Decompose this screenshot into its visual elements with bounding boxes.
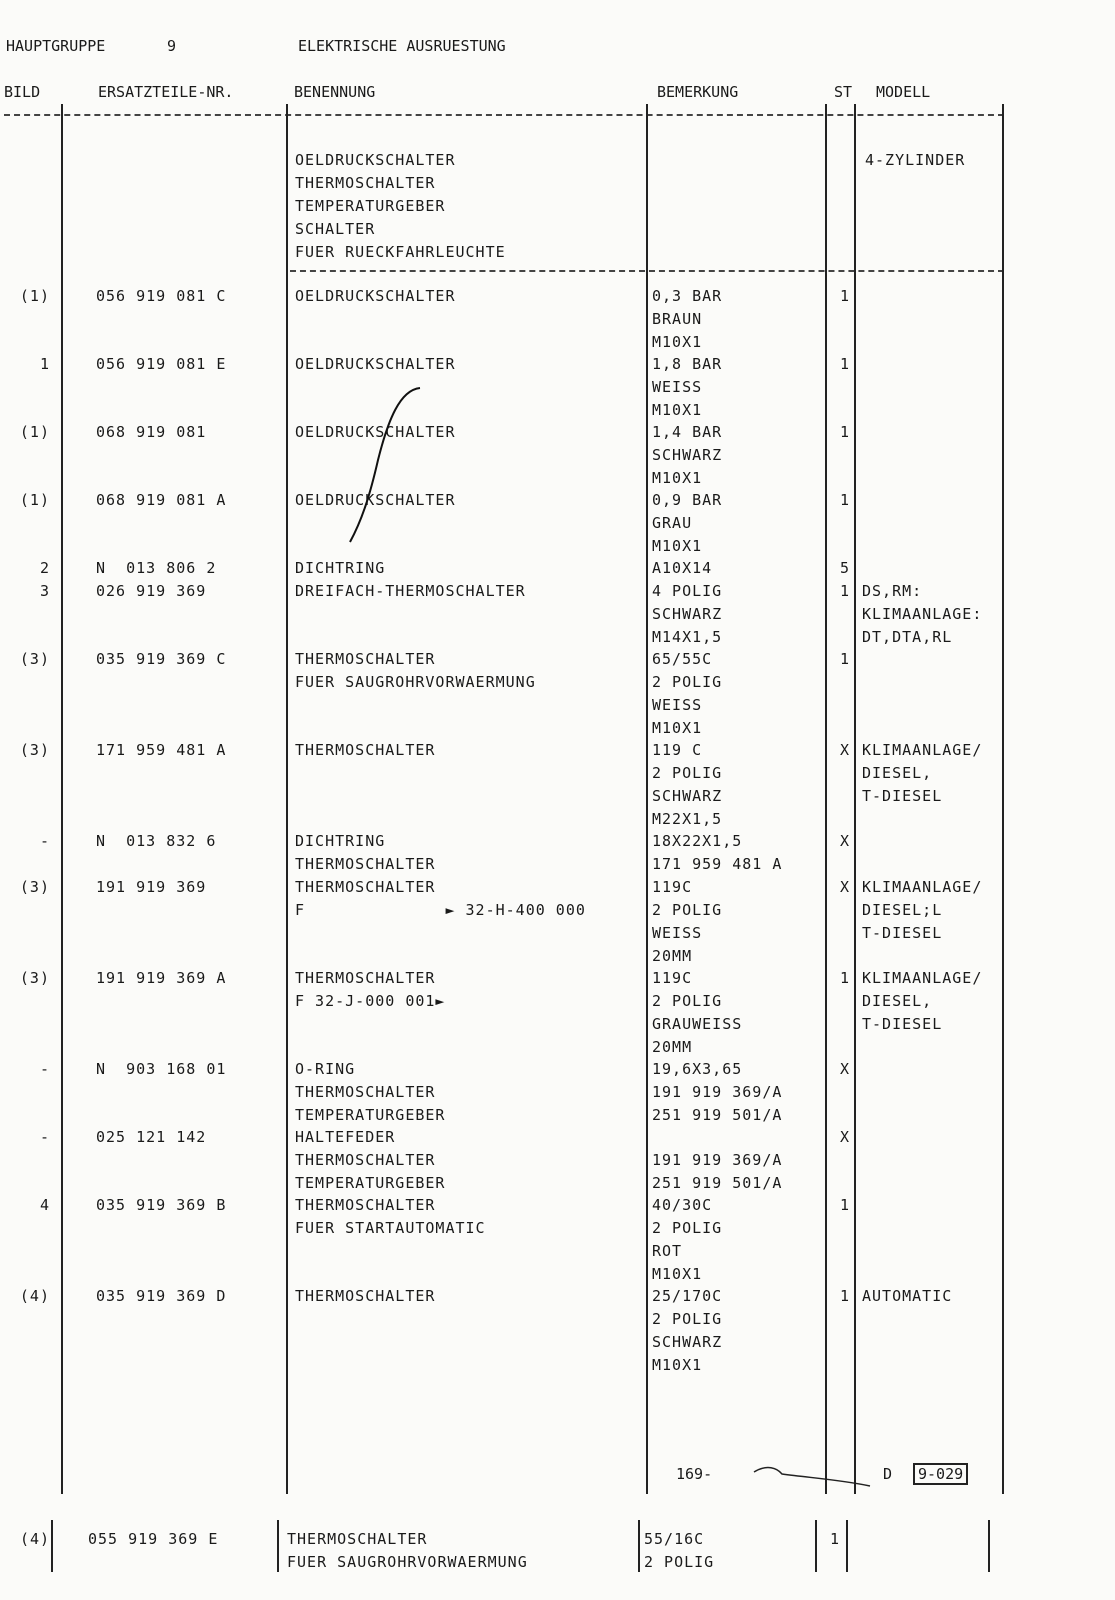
name-cell: THERMOSCHALTER bbox=[295, 855, 436, 873]
part-number-cell: N 013 832 6 bbox=[96, 832, 217, 850]
model-cell: DIESEL;L bbox=[862, 901, 943, 919]
part-number-cell: 068 919 081 A bbox=[96, 491, 227, 509]
remark-cell: 4 POLIG bbox=[652, 582, 723, 600]
name-cell: OELDRUCKSCHALTER bbox=[295, 355, 456, 373]
code-prefix: D bbox=[883, 1465, 893, 1483]
name-cell: THERMOSCHALTER bbox=[295, 1151, 436, 1169]
col-header-qty: ST bbox=[834, 83, 853, 101]
remark-cell: M10X1 bbox=[652, 469, 703, 487]
qty-cell: X bbox=[839, 1128, 850, 1146]
remark-cell: 191 919 369/A bbox=[652, 1151, 783, 1169]
remark-cell: 2 POLIG bbox=[652, 1310, 723, 1328]
remark-cell: M10X1 bbox=[652, 1265, 703, 1283]
bild-cell: (1) bbox=[19, 287, 50, 305]
remark-cell: WEISS bbox=[652, 924, 703, 942]
page-code-stamp: 9-029 bbox=[913, 1463, 968, 1485]
bild-cell: (1) bbox=[19, 491, 50, 509]
column-divider bbox=[815, 1520, 817, 1572]
qty-cell: 1 bbox=[839, 1196, 850, 1214]
bild-cell: (3) bbox=[19, 741, 50, 759]
remark-cell: SCHWARZ bbox=[652, 446, 723, 464]
column-divider bbox=[286, 104, 288, 1494]
name-cell: FUER SAUGROHRVORWAERMUNG bbox=[295, 673, 536, 691]
qty-cell: 1 bbox=[839, 287, 850, 305]
name-cell: OELDRUCKSCHALTER bbox=[295, 491, 456, 509]
remark-cell: 20MM bbox=[652, 947, 693, 965]
bild-cell: (1) bbox=[19, 423, 50, 441]
remark-cell: M22X1,5 bbox=[652, 810, 723, 828]
name-cell: FUER STARTAUTOMATIC bbox=[295, 1219, 486, 1237]
remark-cell: M14X1,5 bbox=[652, 628, 723, 646]
remark-cell: 2 POLIG bbox=[652, 673, 723, 691]
part-number-cell: N 013 806 2 bbox=[96, 559, 217, 577]
part-number-cell: 191 919 369 bbox=[96, 878, 207, 896]
remark-cell: 2 POLIG bbox=[652, 1219, 723, 1237]
model-cell: DIESEL, bbox=[862, 992, 933, 1010]
bild-cell: (3) bbox=[19, 878, 50, 896]
page-title: ELEKTRISCHE AUSRUESTUNG bbox=[298, 37, 506, 55]
remark-cell: 2 POLIG bbox=[644, 1553, 715, 1571]
remark-cell: M10X1 bbox=[652, 401, 703, 419]
qty-cell: 1 bbox=[839, 355, 850, 373]
bild-cell: 1 bbox=[39, 355, 50, 373]
model-cell: KLIMAANLAGE/ bbox=[862, 878, 983, 896]
column-divider bbox=[846, 1520, 848, 1572]
part-number-cell: 056 919 081 E bbox=[96, 355, 227, 373]
remark-cell: A10X14 bbox=[652, 559, 713, 577]
qty-cell: 1 bbox=[830, 1530, 841, 1548]
remark-cell: 1,8 BAR bbox=[652, 355, 723, 373]
qty-cell: 1 bbox=[839, 650, 850, 668]
remark-cell: M10X1 bbox=[652, 333, 703, 351]
name-cell: THERMOSCHALTER bbox=[295, 969, 436, 987]
name-cell: THERMOSCHALTER bbox=[295, 741, 436, 759]
group-label: HAUPTGRUPPE bbox=[6, 37, 106, 55]
name-cell: FUER SAUGROHRVORWAERMUNG bbox=[287, 1553, 528, 1571]
remark-cell: GRAUWEISS bbox=[652, 1015, 743, 1033]
bild-cell: (3) bbox=[19, 969, 50, 987]
name-cell: THERMOSCHALTER bbox=[295, 1083, 436, 1101]
remark-cell: 1,4 BAR bbox=[652, 423, 723, 441]
signature-stroke bbox=[752, 1460, 872, 1490]
remark-cell: WEISS bbox=[652, 696, 703, 714]
remark-cell: 2 POLIG bbox=[652, 992, 723, 1010]
name-cell: OELDRUCKSCHALTER bbox=[295, 423, 456, 441]
model-cell: KLIMAANLAGE/ bbox=[862, 969, 983, 987]
remark-cell: GRAU bbox=[652, 514, 693, 532]
remark-cell: M10X1 bbox=[652, 719, 703, 737]
model-cell: KLIMAANLAGE: bbox=[862, 605, 983, 623]
remark-cell: 25/170C bbox=[652, 1287, 723, 1305]
remark-cell: 119C bbox=[652, 969, 693, 987]
remark-cell: 251 919 501/A bbox=[652, 1174, 783, 1192]
handwritten-stroke bbox=[340, 380, 430, 550]
qty-cell: X bbox=[839, 1060, 850, 1078]
model-cell: T-DIESEL bbox=[862, 787, 943, 805]
remark-cell: 20MM bbox=[652, 1038, 693, 1056]
remark-cell: 0,9 BAR bbox=[652, 491, 723, 509]
intro-line: THERMOSCHALTER bbox=[295, 174, 436, 192]
remark-cell: 19,6X3,65 bbox=[652, 1060, 743, 1078]
part-number-cell: 026 919 369 bbox=[96, 582, 207, 600]
model-cell: 4-ZYLINDER bbox=[865, 151, 966, 169]
part-number-cell: N 903 168 01 bbox=[96, 1060, 227, 1078]
bild-cell: (3) bbox=[19, 650, 50, 668]
part-number-cell: 171 959 481 A bbox=[96, 741, 227, 759]
bild-cell: (4) bbox=[19, 1287, 50, 1305]
remark-cell: 40/30C bbox=[652, 1196, 713, 1214]
model-cell: KLIMAANLAGE/ bbox=[862, 741, 983, 759]
remark-cell: BRAUN bbox=[652, 310, 703, 328]
remark-cell: 2 POLIG bbox=[652, 901, 723, 919]
name-cell: TEMPERATURGEBER bbox=[295, 1174, 446, 1192]
qty-cell: 1 bbox=[839, 1287, 850, 1305]
name-cell: O-RING bbox=[295, 1060, 356, 1078]
remark-cell: 2 POLIG bbox=[652, 764, 723, 782]
remark-cell: 18X22X1,5 bbox=[652, 832, 743, 850]
column-divider bbox=[51, 1520, 53, 1572]
qty-cell: 1 bbox=[839, 423, 850, 441]
name-cell: THERMOSCHALTER bbox=[287, 1530, 428, 1548]
part-number-cell: 025 121 142 bbox=[96, 1128, 207, 1146]
intro-line: OELDRUCKSCHALTER bbox=[295, 151, 456, 169]
remark-cell: 0,3 BAR bbox=[652, 287, 723, 305]
remark-cell: WEISS bbox=[652, 378, 703, 396]
bild-cell: - bbox=[39, 832, 50, 850]
qty-cell: 1 bbox=[839, 969, 850, 987]
model-cell: T-DIESEL bbox=[862, 1015, 943, 1033]
column-divider bbox=[1002, 104, 1004, 1494]
bild-cell: - bbox=[39, 1128, 50, 1146]
intro-line: TEMPERATURGEBER bbox=[295, 197, 446, 215]
name-cell: THERMOSCHALTER bbox=[295, 650, 436, 668]
part-number-cell: 055 919 369 E bbox=[88, 1530, 219, 1548]
qty-cell: X bbox=[839, 741, 850, 759]
col-header-bild: BILD bbox=[4, 83, 41, 101]
remark-cell: 191 919 369/A bbox=[652, 1083, 783, 1101]
model-cell: T-DIESEL bbox=[862, 924, 943, 942]
remark-cell: 65/55C bbox=[652, 650, 713, 668]
remark-cell: SCHWARZ bbox=[652, 1333, 723, 1351]
part-number-cell: 035 919 369 B bbox=[96, 1196, 227, 1214]
name-cell: DICHTRING bbox=[295, 559, 386, 577]
remark-cell: 55/16C bbox=[644, 1530, 705, 1548]
remark-cell: 171 959 481 A bbox=[652, 855, 783, 873]
part-number-cell: 035 919 369 D bbox=[96, 1287, 227, 1305]
intro-line: SCHALTER bbox=[295, 220, 376, 238]
col-header-remark: BEMERKUNG bbox=[657, 83, 739, 101]
name-cell: THERMOSCHALTER bbox=[295, 1196, 436, 1214]
remark-cell: 119C bbox=[652, 878, 693, 896]
model-cell: DIESEL, bbox=[862, 764, 933, 782]
col-header-name: BENENNUNG bbox=[294, 83, 376, 101]
name-cell: OELDRUCKSCHALTER bbox=[295, 287, 456, 305]
part-number-cell: 068 919 081 bbox=[96, 423, 207, 441]
group-number: 9 bbox=[167, 37, 177, 55]
model-cell: DT,DTA,RL bbox=[862, 628, 953, 646]
remark-cell: SCHWARZ bbox=[652, 787, 723, 805]
bild-cell: (4) bbox=[20, 1530, 51, 1548]
page-number: 169- bbox=[676, 1465, 713, 1483]
remark-cell: 251 919 501/A bbox=[652, 1106, 783, 1124]
remark-cell: M10X1 bbox=[652, 1356, 703, 1374]
model-cell: DS,RM: bbox=[862, 582, 923, 600]
col-header-part-no: ERSATZTEILE-NR. bbox=[98, 83, 234, 101]
name-cell: THERMOSCHALTER bbox=[295, 1287, 436, 1305]
name-cell: DREIFACH-THERMOSCHALTER bbox=[295, 582, 526, 600]
column-divider bbox=[825, 104, 827, 1494]
col-header-model: MODELL bbox=[876, 83, 931, 101]
qty-cell: X bbox=[839, 878, 850, 896]
qty-cell: 1 bbox=[839, 491, 850, 509]
qty-cell: 5 bbox=[839, 559, 850, 577]
column-divider bbox=[638, 1520, 640, 1572]
model-cell: AUTOMATIC bbox=[862, 1287, 953, 1305]
name-cell: F 32-J-000 001► bbox=[295, 992, 446, 1010]
remark-cell: ROT bbox=[652, 1242, 683, 1260]
bild-cell: 2 bbox=[39, 559, 50, 577]
remark-cell: 119 C bbox=[652, 741, 703, 759]
name-cell: THERMOSCHALTER bbox=[295, 878, 436, 896]
bild-cell: 4 bbox=[39, 1196, 50, 1214]
qty-cell: 1 bbox=[839, 582, 850, 600]
part-number-cell: 035 919 369 C bbox=[96, 650, 227, 668]
column-divider bbox=[646, 104, 648, 1494]
column-divider bbox=[277, 1520, 279, 1572]
name-cell: HALTEFEDER bbox=[295, 1128, 396, 1146]
bild-cell: 3 bbox=[39, 582, 50, 600]
part-number-cell: 056 919 081 C bbox=[96, 287, 227, 305]
name-cell: DICHTRING bbox=[295, 832, 386, 850]
bild-cell: - bbox=[39, 1060, 50, 1078]
part-number-cell: 191 919 369 A bbox=[96, 969, 227, 987]
name-cell: TEMPERATURGEBER bbox=[295, 1106, 446, 1124]
column-divider bbox=[61, 104, 63, 1494]
remark-cell: SCHWARZ bbox=[652, 605, 723, 623]
intro-line: FUER RUECKFAHRLEUCHTE bbox=[295, 243, 506, 261]
qty-cell: X bbox=[839, 832, 850, 850]
name-cell: F ► 32-H-400 000 bbox=[295, 901, 586, 919]
column-divider bbox=[988, 1520, 990, 1572]
remark-cell: M10X1 bbox=[652, 537, 703, 555]
column-divider bbox=[854, 104, 856, 1494]
